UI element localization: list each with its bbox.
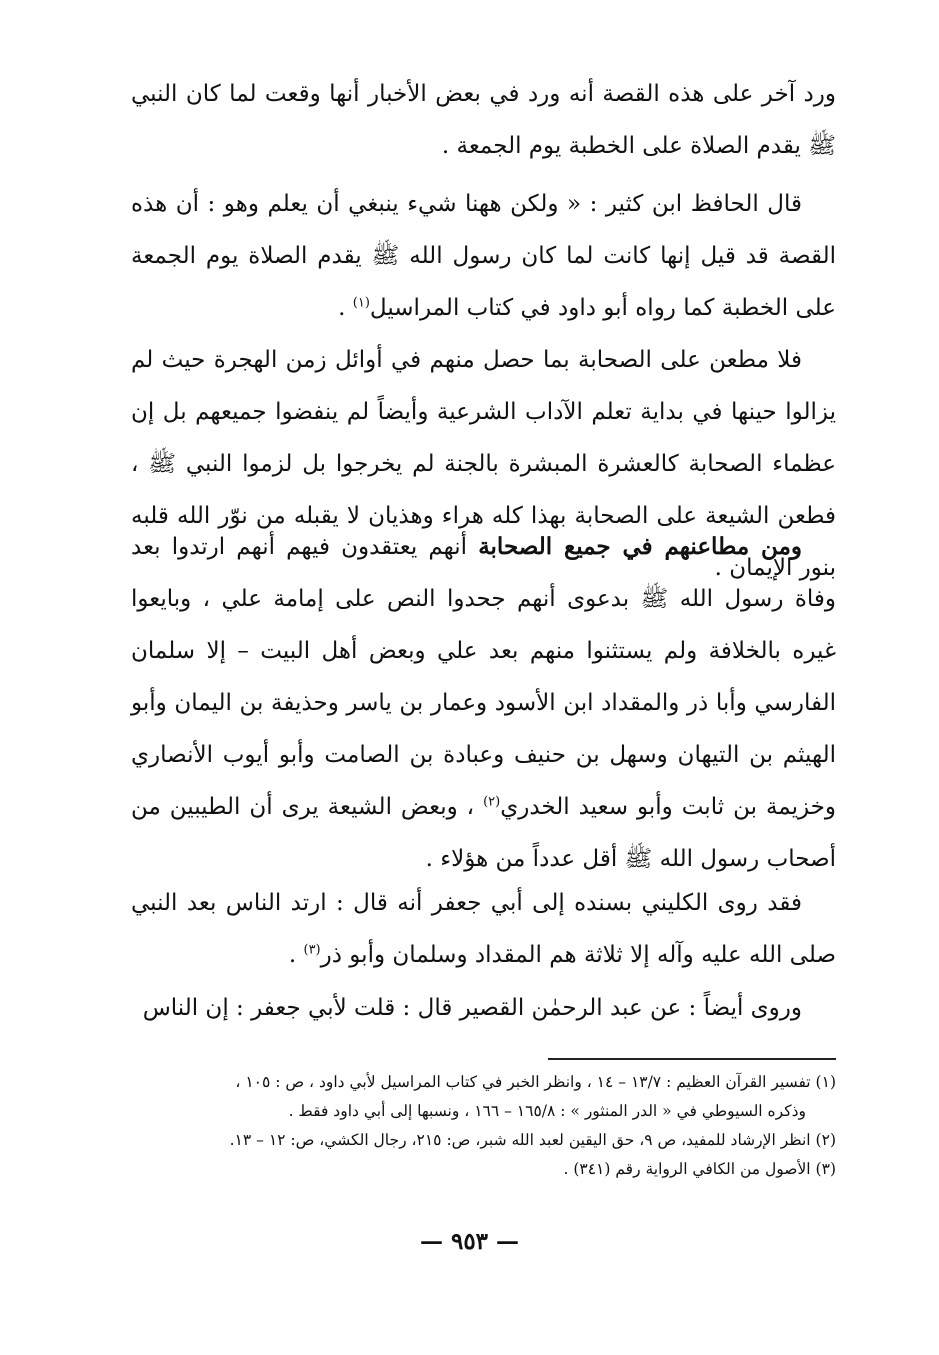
paragraph-text-main: قال الحافظ ابن كثير : « ولكن ههنا شيء ينبغي أن يعلم وهو : أن هذه القصة قد قيل إنها كانت لما كان رسول الله ﷺ يقدم الصلاة يوم الجمعة على الخطبة كما رواه أبو داود في كتاب المراسيل (131, 191, 836, 321)
footnote-text: تفسير القرآن العظيم : ١٣/٧ – ١٤ ، وانظر الخبر في كتاب المراسيل لأبي داود ، ص : ١٠٥ ، (235, 1073, 811, 1091)
paragraph-text: ورد آخر على هذه القصة أنه ورد في بعض الأخبار أنها وقعت لما كان النبي ﷺ يقدم الصلاة على الخطبة يوم الجمعة . (131, 81, 836, 159)
paragraph-lead-heading: ومن مطاعنهم في جميع الصحابة (478, 533, 802, 560)
footnote-1-continuation: وذكره السيوطي في « الدر المنثور » : ١٦٥/٨ – ١٦٦ ، ونسبها إلى أبي داود فقط . (288, 1102, 806, 1120)
paragraph-text-tail: ، وبعض الشيعة يرى أن الطيبين من أصحاب رسول الله ﷺ أقل عدداً من هؤلاء . (131, 794, 836, 872)
footnote-marker: (٢) (815, 1131, 836, 1149)
footnote-text: انظر الإرشاد للمفيد، ص ٩، حق اليقين لعبد الله شبر، ص: ٢١٥، رجال الكشي، ص: ١٢ – ١٣. (229, 1131, 811, 1149)
footnote-marker: (١) (815, 1073, 836, 1091)
paragraph-text (131, 178, 836, 334)
footnote-2 (131, 1126, 836, 1155)
footnote-3 (131, 1155, 836, 1184)
body-paragraph-6 (131, 982, 836, 1034)
paragraph-text: فلا مطعن على الصحابة بما حصل منهم في أوائل زمن الهجرة حيث لم يزالوا حينها في بداية تعلم الآداب الشرعية وأيضاً لم ينفضوا جميعهم بل إن عظماء الصحابة كالعشرة المبشرة بالجنة لم يخرجوا بل لزموا النبي ﷺ ، فطعن الشيعة على الصحابة بهذا كله هراء وهذيان لا يقبله من نوّر الله قلبه بنور الإيمان . (131, 347, 836, 581)
paragraph-text (131, 521, 836, 885)
body-paragraph-2 (131, 178, 836, 334)
body-paragraph-5 (131, 877, 836, 981)
footnote-reference-2: (٢) (483, 794, 501, 810)
body-paragraph-1 (131, 68, 836, 172)
footnote-1 (131, 1068, 836, 1097)
footnote-divider (548, 1058, 836, 1060)
footnote-reference-3: (٣) (303, 942, 321, 958)
footnote-marker: (٣) (815, 1160, 836, 1178)
footnote-text: الأصول من الكافي الرواية رقم (٣٤١) . (563, 1160, 811, 1178)
page-number: — ٩٥٣ — (419, 1228, 520, 1255)
paragraph-text-main: فقد روى الكليني بسنده إلى أبي جعفر أنه قال : ارتد الناس بعد النبي صلى الله عليه وآله إلا ثلاثة هم المقداد وسلمان وأبو ذر (131, 890, 836, 968)
paragraph-text-tail: . (338, 295, 353, 321)
paragraph-text (131, 877, 836, 981)
paragraph-text: وروى أيضاً : عن عبد الرحمٰن القصير قال : قلت لأبي جعفر : إن الناس (142, 995, 802, 1021)
paragraph-text-tail: . (288, 942, 304, 968)
body-paragraph-4 (131, 521, 836, 885)
footnote-reference-1: (١) (352, 295, 370, 311)
paragraph-text-main: أنهم يعتقدون فيهم أنهم ارتدوا بعد وفاة رسول الله ﷺ بدعوى أنهم جحدوا النص على إمامة علي ، وبايعوا غيره بالخلافة ولم يستثنوا منهم بعد علي وبعض أهل البيت – إلا سلمان الفارسي وأبا ذر والمقداد ابن الأسود وعمار بن ياسر وحذيفة بن اليمان وأبو الهيثم بن التيهان وسهل بن حنيف وعبادة بن الصامت وأبو أيوب الأنصاري وخزيمة بن ثابت وأبو سعيد الخدري (131, 534, 836, 820)
footnotes-section (131, 1068, 836, 1184)
